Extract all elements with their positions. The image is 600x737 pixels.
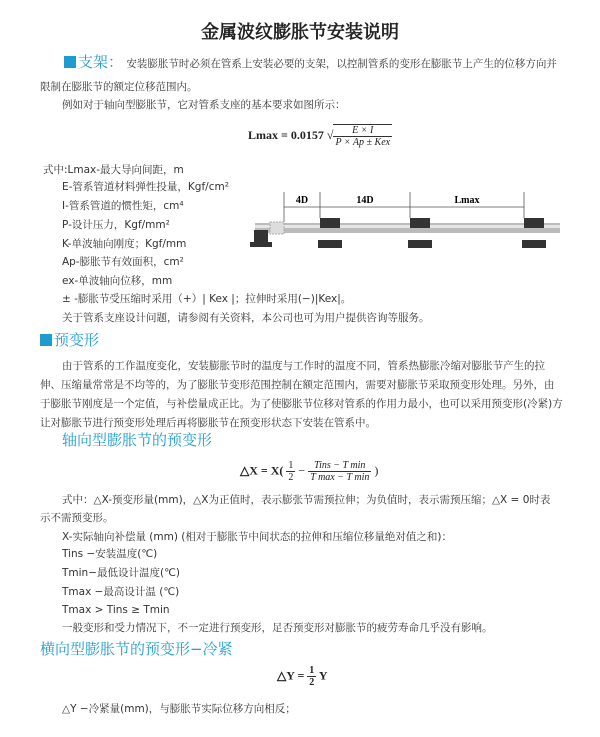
definition: ex-单波轴向位移，mm bbox=[62, 275, 173, 287]
numerator: 1 bbox=[288, 460, 294, 471]
paragraph-line: 让对膨胀节进行预变形处理后再将膨胀节在预变形状态下安装在管系中。 bbox=[40, 417, 376, 429]
lateral-line: △Y −冷紧量(mm)，与膨胀节实际位移方向相反； bbox=[62, 703, 296, 715]
bellows bbox=[270, 222, 284, 234]
dim-label-14d: 14D bbox=[356, 195, 374, 206]
pipe-support-diagram bbox=[250, 190, 570, 270]
support-text: 安装膨胀节时必须在管系上安装必要的支架，以控制管系的变形在膨胀节上产生的位移方向并 bbox=[126, 58, 557, 70]
paragraph-line: 由于管系的工作温度变化，安装膨胀节时的温度与工作时的温度不同，管系热膨胀冷缩对膨胀节产生的拉 bbox=[62, 360, 545, 372]
lmax-formula: Lmax = 0.0157 √ $\frac{E \times I}{\text{P × Ap ± Kex}}$ bbox=[248, 125, 391, 148]
support-heading bbox=[64, 53, 123, 71]
support-heading-line bbox=[64, 55, 557, 71]
definition: E-管系管道材料弹性投量，Kgf/cm² bbox=[62, 181, 229, 193]
axial-line: 式中：△X-预变形量(mm)，△X为正值时，表示膨张节需预拉伸；为负值时，表示需预压缩；△X = 0时表 bbox=[62, 494, 551, 506]
axial-line: Tmax −最高设计温 (℃) bbox=[62, 586, 180, 598]
denominator: T max − T min bbox=[310, 472, 370, 483]
square-bullet-icon bbox=[64, 56, 76, 68]
predeform-heading bbox=[40, 333, 99, 349]
definition: P-设计压力，Kgf/mm² bbox=[62, 219, 170, 231]
denominator: 2 bbox=[288, 472, 294, 483]
dim-label-lmax: Lmax bbox=[454, 195, 480, 206]
axial-line: 一般变形和受力情况下，不一定进行预变形，足否预变形对膨胀节的疲劳寿命几乎没有影响。 bbox=[62, 622, 493, 634]
denominator: P × Ap ± Kex bbox=[335, 137, 391, 148]
definition: 关于管系支座设计问题，请参阅有关资料，本公司也可为用户提供咨询等服务。 bbox=[62, 312, 430, 324]
denominator: 2 bbox=[309, 677, 315, 688]
minus-sign: − bbox=[298, 463, 306, 478]
dim-label-4d: 4D bbox=[295, 195, 309, 206]
formula-rhs: ) bbox=[374, 463, 379, 478]
definition: K-单波轴向刚度；Kgf/mm bbox=[62, 238, 187, 250]
lateral-formula bbox=[277, 665, 328, 688]
support-text: 限制在膨胀节的额定位移范围内。 bbox=[40, 81, 198, 93]
definition: ± -膨胀节受压缩时采用（+）| Kex |；拉伸时采用(−)|Kex|。 bbox=[62, 293, 352, 305]
axial-line: 示不需预变形。 bbox=[40, 512, 114, 524]
formula-lhs: △Y = bbox=[277, 668, 305, 683]
square-bullet-icon bbox=[40, 334, 52, 346]
axial-line: Tins −安装温度(℃) bbox=[62, 548, 158, 560]
numerator: E × I bbox=[333, 125, 392, 137]
numerator: Tins − T min bbox=[308, 460, 371, 472]
axial-line: X-实际轴向补偿量 (mm) (相对于膨胀节中间状态的拉伸和压缩位移量绝对值之和)： bbox=[62, 531, 452, 543]
support-text: 例如对于轴向型膨胀节，它对管系支座的基本要求如图所示： bbox=[62, 99, 346, 111]
formula-rhs: Y bbox=[318, 668, 328, 683]
support-heading-text: 支架： bbox=[78, 53, 124, 71]
formula-lhs: △X = X( bbox=[240, 463, 284, 478]
formula-lhs: Lmax = 0.0157 bbox=[248, 127, 324, 142]
axial-line: Tmax > Tins ≥ Tmin bbox=[62, 604, 170, 616]
lateral-heading: 横向型膨胀节的预变形−冷紧 bbox=[40, 640, 233, 658]
temp-fraction bbox=[308, 460, 371, 483]
paragraph-line: 于膨胀节刚度是一个定值，与补偿量成正比。为了使膨胀节位移对管系的作用力最小，也可以采用预变形(冷紧)方 bbox=[40, 398, 563, 410]
numerator: 1 bbox=[309, 665, 315, 676]
predeform-heading-text: 预变形 bbox=[54, 331, 100, 349]
half-fraction bbox=[286, 460, 295, 483]
axial-heading: 轴向型膨胀节的预变形 bbox=[62, 431, 213, 449]
half-fraction bbox=[307, 665, 316, 688]
axial-formula bbox=[240, 460, 378, 483]
formula-fraction bbox=[333, 124, 392, 148]
pipe-highlight bbox=[255, 225, 560, 228]
definition: I-管系管道的惯性矩，cm⁴ bbox=[62, 200, 184, 212]
paragraph-line: 伸、压缩量常常是不均等的，为了膨胀节变形范围控制在额定范围内，需要对膨胀节采取预变形处理。另外，由 bbox=[40, 379, 555, 391]
axial-line: Tmin−最低设计温度(℃) bbox=[62, 567, 180, 579]
page-title: 金属波纹膨胀节安装说明 bbox=[201, 22, 399, 43]
definition: 式中:Lmax-最大导向间距，m bbox=[43, 164, 184, 176]
definition: Ap-膨胀节有效面积，cm² bbox=[62, 256, 184, 268]
